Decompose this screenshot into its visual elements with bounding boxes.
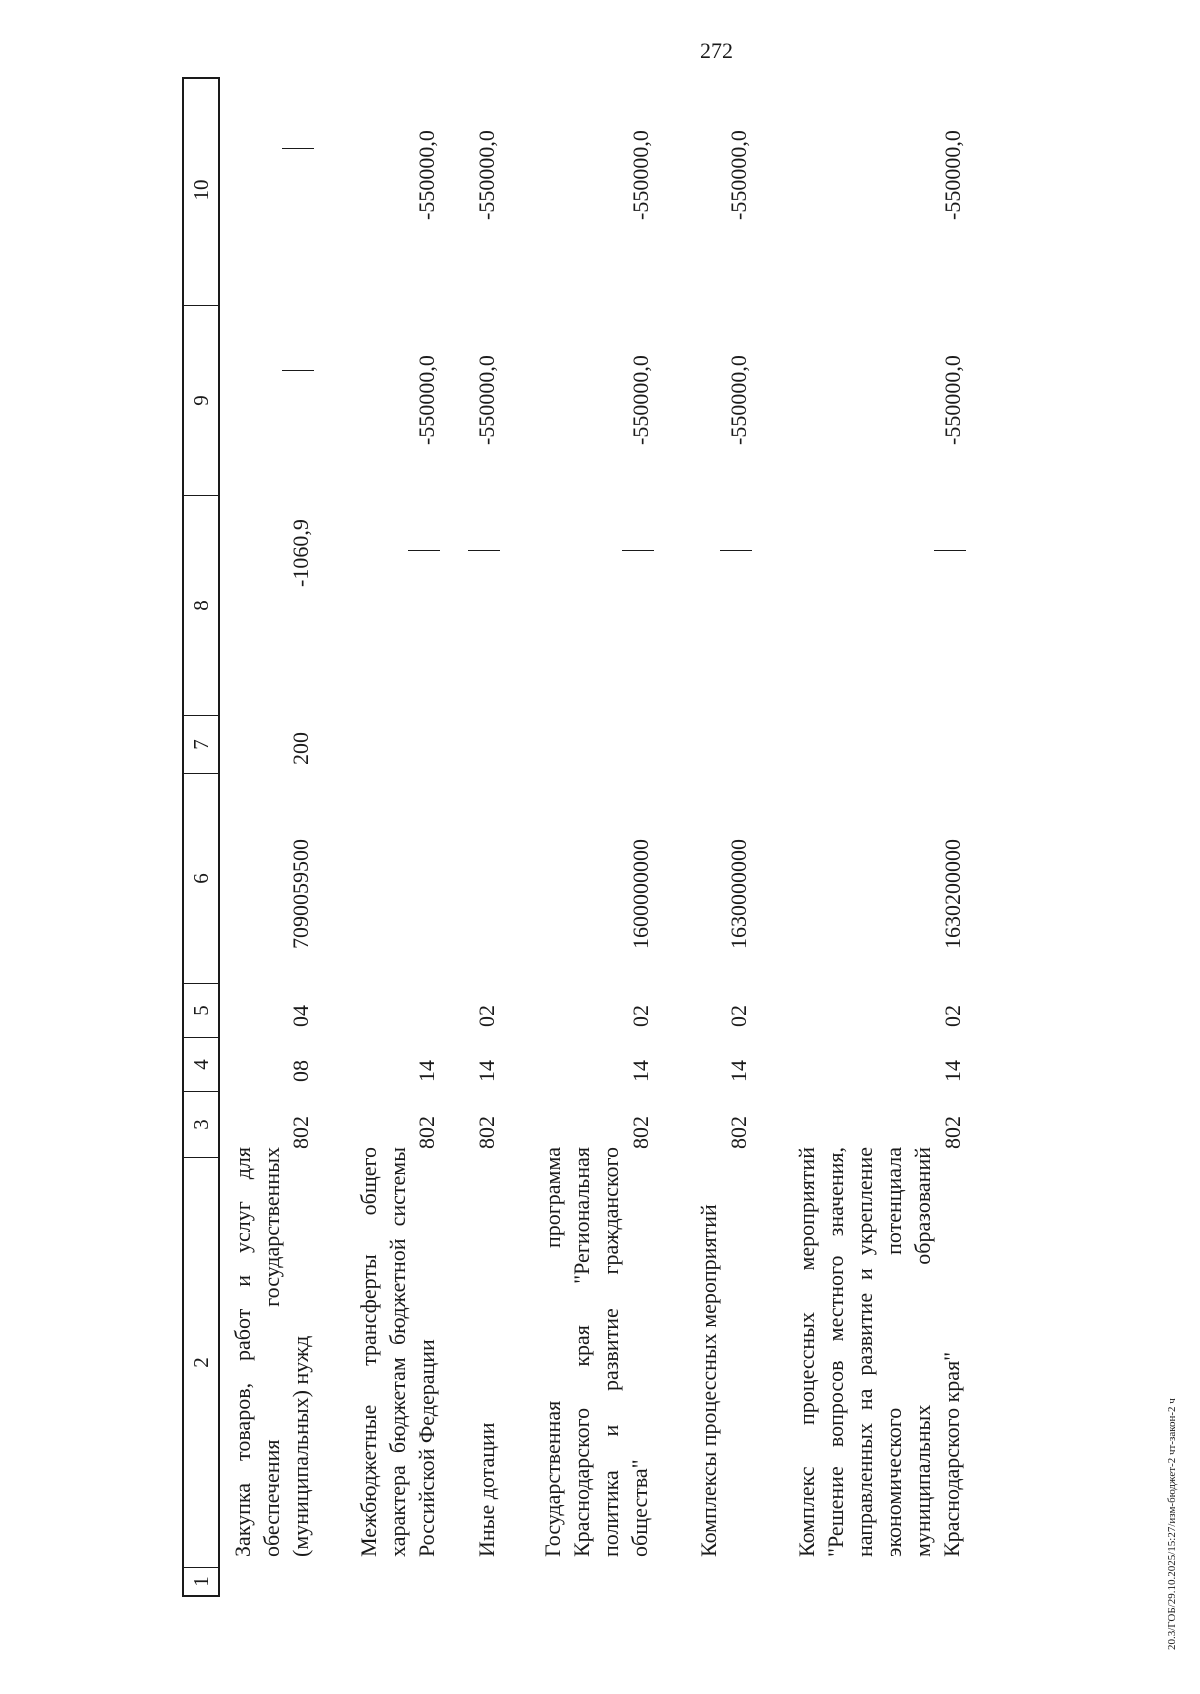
row-3-col-10: -550000,0 [628, 130, 653, 220]
row-5-name: Комплекс процессных мероприятий "Решение вопросов местного значения, направленных на развитие и укрепление экономического потенциала муниципальных образований Краснодарского края" [794, 1147, 964, 1557]
header-col-8: 8 [184, 495, 218, 715]
row-2-col-9: -550000,0 [474, 355, 499, 445]
document-footer-code: 20.3/ГОБ/29.10.2025/15:27/изм-бюджет-2 чт-закон-2 ч [1166, 1398, 1178, 1650]
row-0-col-3: 802 [288, 1116, 313, 1149]
row-4-col-9: -550000,0 [726, 355, 751, 445]
row-1-col-8-dash [408, 550, 440, 551]
row-2-col-5: 02 [474, 1005, 499, 1027]
header-col-2: 2 [184, 1157, 218, 1567]
row-4-col-3: 802 [726, 1116, 751, 1149]
header-col-6: 6 [184, 773, 218, 983]
header-col-9: 9 [184, 305, 218, 495]
row-0-col-7: 200 [288, 732, 313, 765]
row-2-col-8-dash [468, 550, 500, 551]
row-1-col-9: -550000,0 [414, 355, 439, 445]
page-number: 272 [700, 38, 733, 63]
row-0-col-9-dash [282, 370, 314, 371]
header-col-10: 10 [189, 179, 213, 201]
row-4-col-4: 14 [726, 1060, 751, 1082]
row-0-col-6: 7090059500 [288, 839, 313, 949]
row-5-col-9: -550000,0 [940, 355, 965, 445]
table-header-row [182, 77, 220, 1597]
header-col-1: 1 [184, 1567, 218, 1595]
row-3-col-8-dash [622, 550, 654, 551]
row-1-col-10: -550000,0 [414, 130, 439, 220]
header-col-7: 7 [184, 715, 218, 773]
row-3-col-9: -550000,0 [628, 355, 653, 445]
row-5-col-8-dash [934, 550, 966, 551]
row-0-name: Закупка товаров, работ и услуг для обеспечения государственных (муниципальных) нужд [230, 1147, 313, 1557]
row-5-col-3: 802 [940, 1116, 965, 1149]
row-2-col-3: 802 [474, 1116, 499, 1149]
row-3-name: Государственная программа Краснодарского края "Региональная политика и развитие гражданского общества" [540, 1147, 652, 1557]
row-0-col-4: 08 [288, 1060, 313, 1082]
row-2-col-10: -550000,0 [474, 130, 499, 220]
row-3-col-5: 02 [628, 1005, 653, 1027]
row-3-col-3: 802 [628, 1116, 653, 1149]
row-0-col-8: -1060,9 [288, 519, 313, 587]
row-2-col-4: 14 [474, 1060, 499, 1082]
row-2-name: Иные дотации [474, 1422, 499, 1557]
row-5-col-5: 02 [940, 1005, 965, 1027]
row-4-col-10: -550000,0 [726, 130, 751, 220]
header-col-4: 4 [184, 1037, 218, 1091]
row-1-name: Межбюджетные трансферты общего характера бюджетам бюджетной системы Российской Федерации [356, 1147, 439, 1557]
header-col-5: 5 [184, 983, 218, 1037]
row-1-col-3: 802 [414, 1116, 439, 1149]
row-3-col-6: 1600000000 [628, 839, 653, 949]
row-0-col-5: 04 [288, 1005, 313, 1027]
row-5-col-6: 1630200000 [940, 839, 965, 949]
row-4-col-6: 1630000000 [726, 839, 751, 949]
row-4-col-8-dash [720, 550, 752, 551]
rotated-table-area [182, 77, 1062, 1597]
row-0-col-10-dash [282, 148, 314, 149]
row-5-col-4: 14 [940, 1060, 965, 1082]
header-col-3: 3 [184, 1091, 218, 1157]
row-3-col-4: 14 [628, 1060, 653, 1082]
row-1-col-4: 14 [414, 1060, 439, 1082]
row-4-col-5: 02 [726, 1005, 751, 1027]
row-4-name: Комплексы процессных мероприятий [696, 1204, 721, 1557]
row-5-col-10: -550000,0 [940, 130, 965, 220]
